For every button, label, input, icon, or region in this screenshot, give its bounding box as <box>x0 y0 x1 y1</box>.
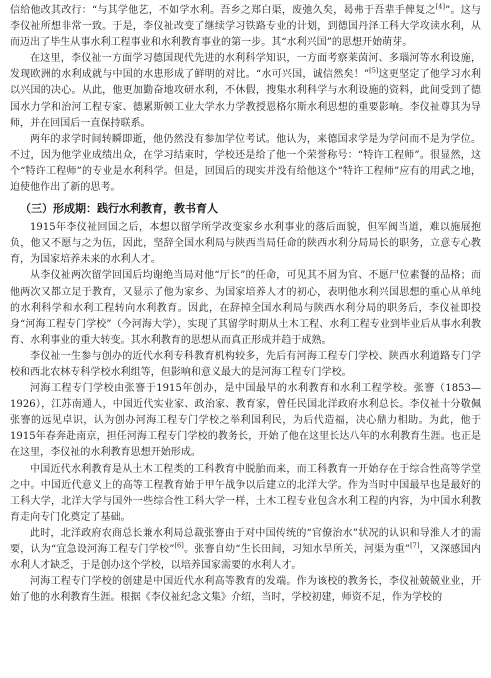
body-paragraph: 在这里，李仪祉一方面学习德国现代先进的水利科学知识，一方面考察莱茵河、多瑙河等水利设施，发现欧洲的水利成就与中国的水患形成了鲜明的对比。“水可兴国，诚信然矣！”[5]这更坚定了他学习水利以兴国的决心。从此，他更加勤奋地攻研水利，不休假，搜集水利科学与水利设施的资料，此间受到了德国水力学和治河工程专家、德累斯顿工业大学水力学教授恩格尔斯水利思想的重要影响。李仪祉尊其为导师，并在回国后一直保持联系。 <box>10 53 481 129</box>
body-paragraph: 此时，北洋政府农商总长兼水利局总裁张謇由于对中国传统的“官僚治水”状况的认识和导淮人才的需要，认为“宜急设河海工程专门学校”[6]。张謇自幼“生长田间，习知水旱所关，河渠为重”[7]，又深感国内水利人才缺乏，于是创办这个学校，以培养国家需要的水利人才。 <box>10 527 482 572</box>
body-paragraph: 从李仪祉两次留学回国后均谢绝当局对他“厅长”的任命，可见其不屑为官、不愿尸位素餐的品格；而他两次又都立足于教育，又显示了他为家乡、为国家培养人才的初心，表明他水利兴国思想的重心从单纯的水利科学和水利工程转向水利教育。因此，在辞掉全国水利局与陕西水利分局的职务后，李仪祉即投身“河海工程专门学校”（今河海大学），实现了其留学时期从土木工程、水利工程专业到毕业后从事水利教育、水利事业的重大转变。其水利教育的思想从而真正形成并趋于成熟。 <box>10 270 481 346</box>
body-text-top <box>10 3 481 196</box>
body-paragraph: 中国近代水利教育是从土木工程类的工科教育中脱胎而来，而工科教育一开始存在于综合性高等学堂之中。中国近代意义上的高等工程教育始于甲午战争以后建立的北洋大学。作为当时中国最早也是最好的工科大学，北洋大学与国外一些综合性工科大学一样，土木工程专业包含水利工程的内容，为中国水利教育走向专门化奠定了基础。 <box>10 463 481 523</box>
body-paragraph: 两年的求学时间转瞬即逝，他仍然没有参加学位考试。他认为，来德国求学是为学问而不是为学位。不过，因为他学业成绩出众，在学习结束时，学校还是给了他一个荣誉称号：“特许工程师”。很显然，这个“特许工程师”的专业是水利科学。但是，回国后的现实并没有给他这个“特许工程师”应有的用武之地，迫使他作出了新的思考。 <box>10 133 481 194</box>
body-paragraph: 河海工程专门学校由张謇于1915年创办，是中国最早的水利教育和水利工程学校。张謇（1853—1926），江苏南通人，中国近代实业家、政治家、教育家，曾任民国北洋政府水利总长。李仪祉十分敬佩张謇的远见卓识，认为创办河海工程专门学校之举利国利民，为后代造福，决心鼎力相助。为此，他于1915年春奔赴南京，担任河海工程专门学校的教务长，开始了他在这里长达八年的水利教育生涯。也正是在这里，李仪祉的水利教育思想开始形成。 <box>10 383 481 459</box>
body-paragraph: 李仪祉一生参与创办的近代水利专科教育机构较多，先后有河海工程专门学校、陕西水利道路专门学校和西北农林专科学校水利组等，但影响和意义最大的是河海工程专门学校。 <box>10 350 481 378</box>
section-heading: （三）形成期：践行水利教育，教书育人 <box>20 202 218 216</box>
body-paragraph: 1915年李仪祉回国之后，本想以留学所学改变家乡水利事业的落后面貌，但军阀当道，难以施展抱负，他又不愿与之为伍，因此，坚辞全国水利局与陕西当局任命的陕西水利分局局长的职务，立意专心教育，为国家培养未来的水利人才。 <box>10 222 481 266</box>
body-paragraph: 信给他改其改行：“与其学他艺，不如学水利。吾乡之郑白渠，废弛久矣，曷弗于吾辈手俾复之[4]”。这与李仪祉所想非常一致。于是，李仪祉改变了继续学习铁路专业的计划，到德国丹泽工科大学攻读水利，从而迈出了毕生从事水利工程事业和水利教育事业的第一步。其“水利兴国”的思想开始萌芽。 <box>10 2 481 49</box>
body-paragraph: 河海工程专门学校的创建是中国近代水利高等教育的发端。作为该校的教务长，李仪祉兢兢业业，开始了他的水利教育生涯。根据《李仪祉纪念文集》介绍，当时，学校初建，师资不足，作为学校的 <box>10 576 481 604</box>
body-text-bottom <box>10 220 481 606</box>
